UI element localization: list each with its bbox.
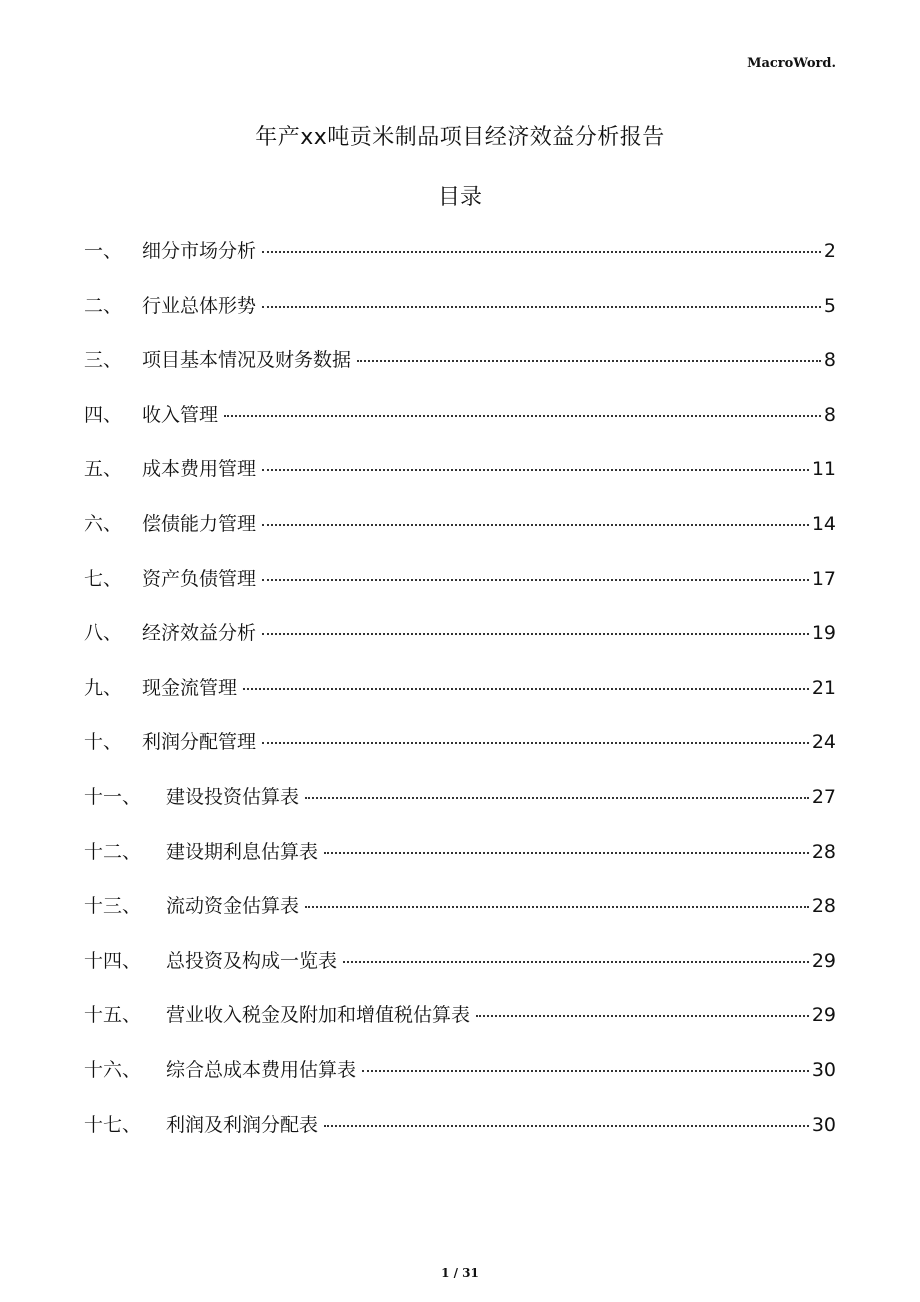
toc-entry-label: 偿债能力管理 (142, 512, 257, 535)
toc-entry-number: 一、 (84, 240, 123, 262)
toc-entry-number: 十七、 (84, 1113, 142, 1136)
toc-leader-dots (262, 250, 821, 253)
toc-entry-label: 流动资金估算表 (166, 895, 300, 918)
header-brand: MacroWord. (747, 56, 836, 71)
toc-entry-label: 项目基本情况及财务数据 (142, 349, 352, 372)
toc-entry-page: 8 (823, 349, 836, 372)
toc-entry-page: 27 (811, 785, 836, 808)
toc-leader-dots (324, 851, 809, 854)
toc-entry[interactable] (84, 560, 836, 615)
toc-leader-dots (324, 1124, 809, 1127)
toc-entry-number: 六、 (84, 512, 123, 535)
toc-entry[interactable] (84, 887, 836, 942)
toc-entry-page: 8 (823, 403, 836, 426)
toc-entry-page: 29 (811, 949, 836, 972)
toc-entry[interactable] (84, 778, 836, 833)
table-of-contents (84, 232, 836, 1160)
toc-leader-dots (262, 741, 809, 744)
toc-entry-number: 十、 (84, 731, 123, 754)
toc-entry-number: 十二、 (84, 840, 142, 863)
toc-leader-dots (262, 632, 809, 635)
toc-entry-page: 17 (811, 567, 836, 590)
toc-entry-label: 总投资及构成一览表 (166, 949, 338, 972)
toc-entry[interactable] (84, 287, 836, 342)
page-indicator: 1 / 31 (441, 1266, 479, 1280)
toc-entry-label: 利润分配管理 (142, 731, 257, 754)
toc-entry-page: 24 (811, 731, 836, 754)
toc-entry-label: 资产负债管理 (142, 567, 257, 590)
toc-entry[interactable] (84, 505, 836, 560)
toc-entry-number: 七、 (84, 567, 123, 590)
toc-leader-dots (262, 305, 821, 308)
toc-entry-label: 建设投资估算表 (166, 785, 300, 808)
toc-entry-number: 二、 (84, 294, 123, 317)
toc-entry-page: 2 (823, 240, 836, 262)
toc-entry[interactable] (84, 396, 836, 451)
toc-entry-page: 30 (811, 1113, 836, 1136)
toc-entry-page: 21 (811, 676, 836, 699)
toc-entry[interactable] (84, 996, 836, 1051)
toc-entry-number: 三、 (84, 349, 123, 372)
toc-leader-dots (305, 905, 809, 908)
toc-entry[interactable] (84, 232, 836, 287)
toc-entry-number: 五、 (84, 458, 123, 481)
toc-entry-label: 行业总体形势 (142, 294, 257, 317)
toc-entry[interactable] (84, 450, 836, 505)
toc-entry-page: 14 (811, 512, 836, 535)
toc-leader-dots (262, 523, 809, 526)
toc-entry-label: 综合总成本费用估算表 (166, 1058, 357, 1081)
toc-entry-page: 28 (811, 840, 836, 863)
toc-entry-label: 营业收入税金及附加和增值税估算表 (166, 1004, 471, 1027)
toc-leader-dots (476, 1014, 809, 1017)
toc-entry-label: 细分市场分析 (142, 240, 257, 262)
toc-entry[interactable] (84, 341, 836, 396)
toc-entry[interactable] (84, 833, 836, 888)
toc-entry-label: 成本费用管理 (142, 458, 257, 481)
toc-entry-page: 19 (811, 622, 836, 645)
toc-entry-page: 28 (811, 895, 836, 918)
document-title: 年产xx吨贡米制品项目经济效益分析报告 (255, 125, 665, 150)
toc-heading: 目录 (437, 185, 482, 210)
toc-entry-label: 建设期利息估算表 (166, 840, 319, 863)
toc-entry-number: 九、 (84, 676, 123, 699)
toc-entry-number: 十六、 (84, 1058, 142, 1081)
toc-entry[interactable] (84, 723, 836, 778)
toc-entry-number: 十四、 (84, 949, 142, 972)
toc-entry-number: 十三、 (84, 895, 142, 918)
toc-leader-dots (357, 359, 821, 362)
toc-entry-label: 收入管理 (142, 403, 219, 426)
toc-entry-page: 29 (811, 1004, 836, 1027)
toc-leader-dots (262, 468, 809, 471)
toc-entry-label: 经济效益分析 (142, 622, 257, 645)
toc-entry-page: 30 (811, 1058, 836, 1081)
toc-entry[interactable] (84, 1106, 836, 1161)
toc-entry-label: 现金流管理 (142, 676, 238, 699)
toc-leader-dots (224, 414, 821, 417)
toc-leader-dots (262, 578, 809, 581)
toc-entry-number: 十五、 (84, 1004, 142, 1027)
toc-leader-dots (305, 796, 809, 799)
toc-leader-dots (243, 687, 809, 690)
toc-entry-page: 11 (811, 458, 836, 481)
toc-leader-dots (343, 960, 809, 963)
toc-entry[interactable] (84, 942, 836, 997)
toc-entry-page: 5 (823, 294, 836, 317)
toc-entry-number: 四、 (84, 403, 123, 426)
toc-entry[interactable] (84, 669, 836, 724)
toc-entry-number: 八、 (84, 622, 123, 645)
toc-entry-number: 十一、 (84, 785, 142, 808)
toc-entry[interactable] (84, 614, 836, 669)
toc-entry[interactable] (84, 1051, 836, 1106)
toc-leader-dots (362, 1069, 809, 1072)
toc-entry-label: 利润及利润分配表 (166, 1113, 319, 1136)
